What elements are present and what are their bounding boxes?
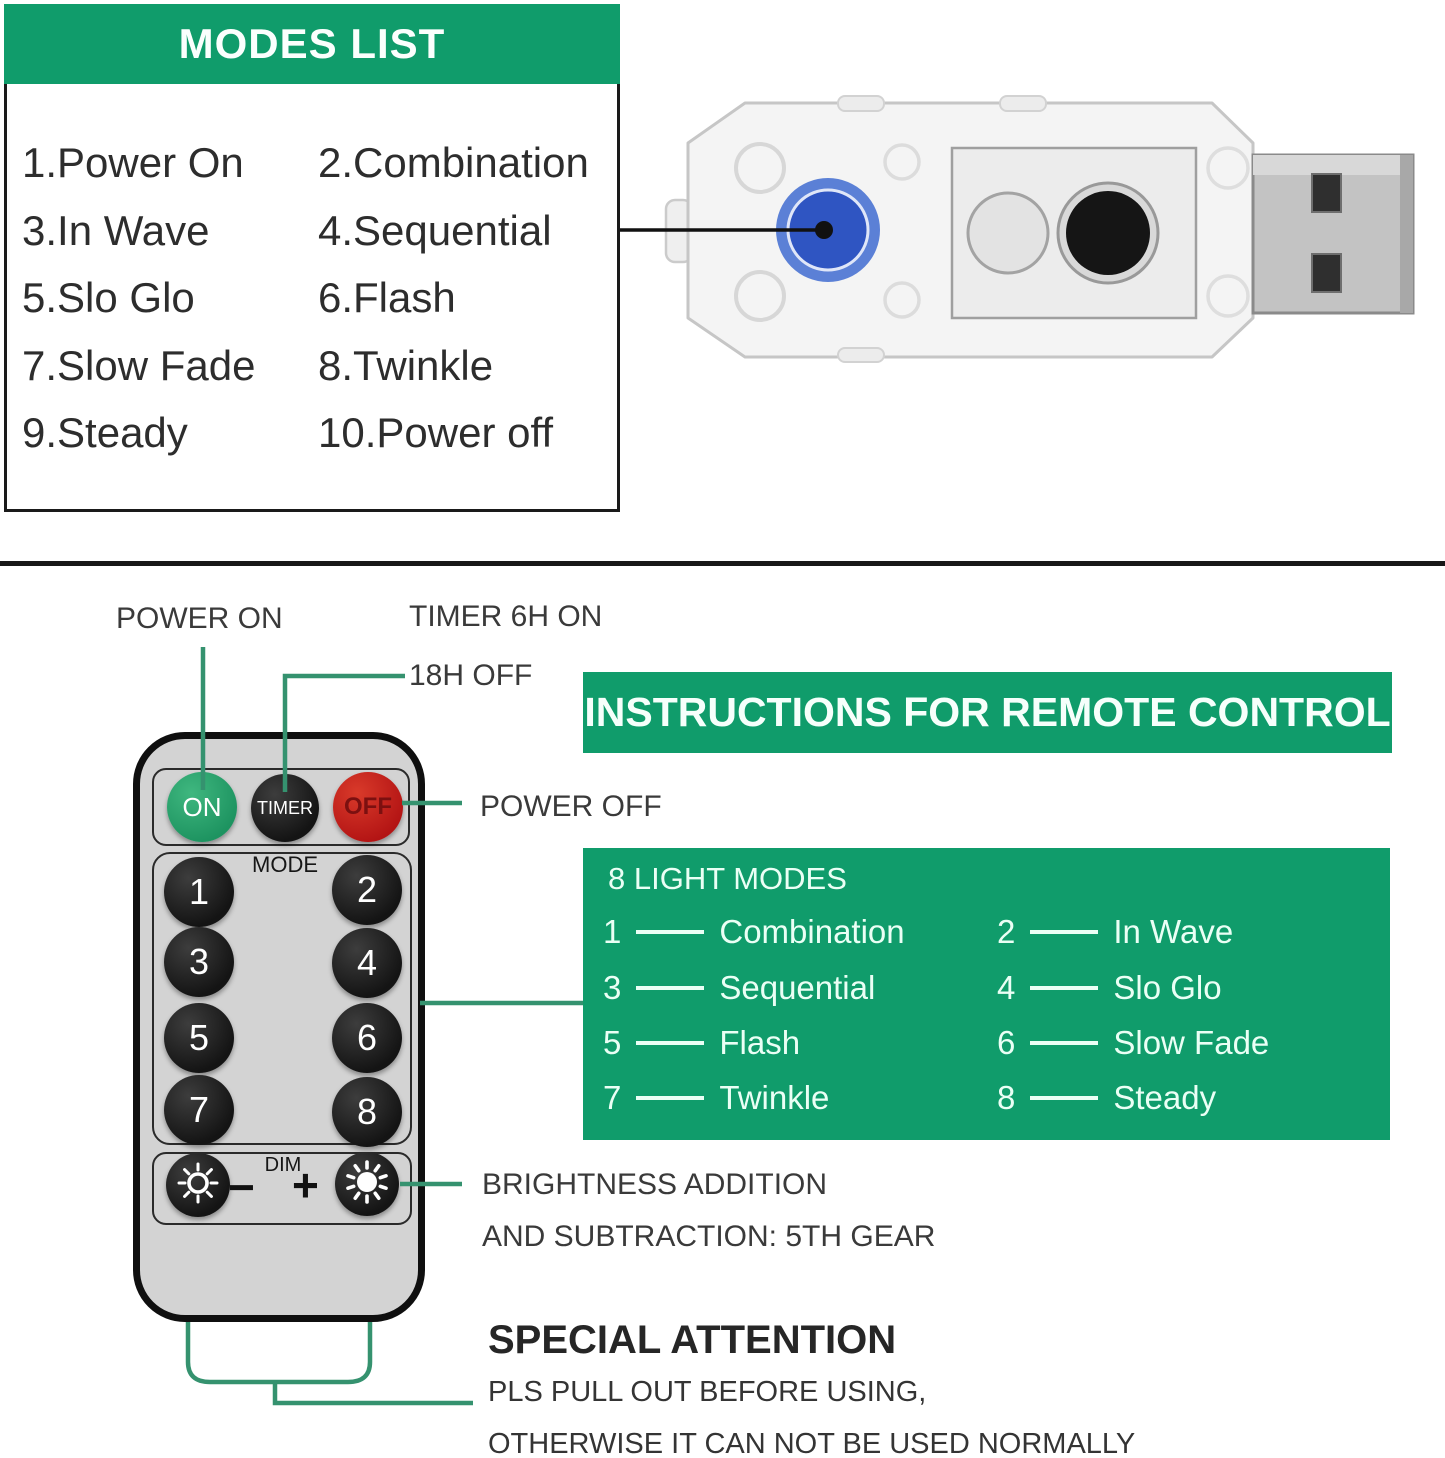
mode-button-6 (332, 1003, 402, 1073)
light-mode-label: Combination (719, 913, 905, 950)
light-mode-label: In Wave (1113, 913, 1234, 950)
mode-button-2 (332, 855, 402, 925)
dim-plus-sign: + (292, 1159, 319, 1211)
case-bump (838, 348, 884, 362)
callout-timer-on: TIMER 6H ON (409, 600, 603, 633)
screw-post (1208, 148, 1248, 188)
callout-brightness-1: BRIGHTNESS ADDITION (482, 1168, 828, 1201)
light-mode-label: Sequential (719, 969, 876, 1006)
mode-button-5-label: 5 (188, 1017, 210, 1058)
callout-power-on: POWER ON (116, 602, 283, 635)
light-mode-num: 7 (603, 1079, 622, 1116)
mode-item-2: 2.Combination (318, 139, 589, 186)
mode-item-6: 6.Flash (318, 274, 456, 321)
mode-button-4-label: 4 (356, 942, 378, 983)
screw-post (885, 283, 919, 317)
screw-post (1208, 276, 1248, 316)
microphone-ring (1058, 183, 1158, 283)
mode-item-4: 4.Sequential (318, 207, 552, 254)
on-button-label: ON (182, 791, 222, 822)
mode-item-3: 3.In Wave (22, 207, 210, 254)
special-attention-line-2: OTHERWISE IT CAN NOT BE USED NORMALLY (488, 1428, 1136, 1458)
dash-line (1030, 986, 1098, 990)
mode-button-1-label: 1 (188, 871, 210, 912)
off-button-label: OFF (344, 793, 392, 820)
screw-post (736, 144, 784, 192)
microphone-icon (1066, 191, 1150, 275)
timer-button (251, 774, 319, 842)
brightness-down-button (166, 1153, 230, 1217)
pcb-plate (952, 148, 1196, 318)
light-modes-title: 8 LIGHT MODES (608, 861, 847, 896)
mode-item-5: 5.Slo Glo (22, 274, 195, 321)
case-bump (838, 96, 884, 111)
light-mode-label: Steady (1113, 1079, 1217, 1116)
dash-line (636, 986, 704, 990)
mode-button-7 (164, 1075, 234, 1145)
usb-contact-slot (1312, 254, 1341, 292)
off-button (333, 772, 403, 842)
usb-contact-slot (1312, 174, 1341, 212)
mode-button-3 (164, 927, 234, 997)
callout-brightness-2: AND SUBTRACTION: 5TH GEAR (482, 1220, 936, 1253)
pointer-dot (815, 221, 833, 239)
light-mode-row-5 (603, 1024, 800, 1062)
dash-line (636, 1041, 704, 1045)
instructions-banner (583, 672, 1392, 753)
modes-list-header (4, 4, 620, 84)
light-mode-label: Twinkle (719, 1079, 830, 1116)
light-mode-row-4 (997, 969, 1222, 1007)
light-mode-num: 3 (603, 969, 622, 1006)
usb-controller-photo (620, 96, 1413, 362)
mode-button-4 (332, 928, 402, 998)
light-mode-num: 8 (997, 1079, 1016, 1116)
sun-bright-icon (345, 1160, 389, 1209)
light-mode-row-2 (997, 913, 1233, 951)
case-bump (1000, 96, 1046, 111)
mode-item-9: 9.Steady (22, 409, 188, 456)
mode-button-8-label: 8 (356, 1091, 378, 1132)
mode-button-3-label: 3 (188, 941, 210, 982)
dash-line (1030, 930, 1098, 934)
dash-line (1030, 1041, 1098, 1045)
light-mode-num: 1 (603, 913, 622, 950)
speaker-hole (968, 193, 1048, 273)
blue-button-outer (776, 178, 880, 282)
cable-nub (666, 200, 692, 262)
light-mode-row-6 (997, 1024, 1269, 1062)
mode-button-8 (332, 1077, 402, 1147)
callout-timer-off: 18H OFF (409, 659, 533, 692)
mode-button-7-label: 7 (188, 1089, 210, 1130)
screw-post (885, 145, 919, 179)
dash-line (1030, 1096, 1098, 1100)
dash-line (636, 1096, 704, 1100)
light-mode-label: Flash (719, 1024, 801, 1061)
special-attention-line-1: PLS PULL OUT BEFORE USING, (488, 1376, 927, 1408)
screw-post (736, 272, 784, 320)
bracket-remote-bottom (188, 1322, 370, 1382)
modes-list-title: MODES LIST (178, 20, 446, 67)
section-divider (0, 561, 1445, 566)
dash-line (636, 930, 704, 934)
usb-controller-body (688, 103, 1253, 357)
dim-minus-sign: − (228, 1161, 255, 1213)
mode-item-1: 1.Power On (22, 139, 244, 186)
usb-plug-edge (1400, 155, 1413, 313)
brightness-up-button (335, 1152, 399, 1216)
mode-button-6-label: 6 (356, 1017, 378, 1058)
mode-section-label: MODE (252, 852, 318, 877)
mode-item-8: 8.Twinkle (318, 342, 494, 389)
light-mode-num: 4 (997, 969, 1016, 1006)
light-mode-row-1 (603, 913, 905, 951)
line-special-attention (275, 1382, 473, 1403)
callout-power-off: POWER OFF (480, 790, 662, 823)
instructions-banner-text: INSTRUCTIONS FOR REMOTE CONTROL (584, 689, 1391, 735)
light-mode-row-3 (603, 969, 875, 1007)
blue-button-inner (788, 190, 868, 270)
special-attention-title: SPECIAL ATTENTION (488, 1318, 897, 1362)
usb-plug (1253, 155, 1413, 313)
dim-section-label: DIM (264, 1154, 302, 1176)
on-button (167, 772, 237, 842)
mode-item-10: 10.Power off (318, 409, 554, 456)
light-mode-label: Slo Glo (1113, 969, 1222, 1006)
mode-button-5 (164, 1003, 234, 1073)
timer-button-label: TIMER (257, 797, 313, 818)
mode-button-2-label: 2 (356, 869, 378, 910)
light-mode-row-7 (603, 1079, 829, 1117)
light-mode-num: 5 (603, 1024, 622, 1061)
light-mode-num: 6 (997, 1024, 1016, 1061)
light-mode-label: Slow Fade (1113, 1024, 1270, 1061)
mode-button-1 (164, 857, 234, 927)
usb-plug-highlight (1253, 155, 1413, 175)
light-mode-num: 2 (997, 913, 1016, 950)
sun-dim-icon (176, 1161, 220, 1210)
light-mode-row-8 (997, 1079, 1216, 1117)
mode-item-7: 7.Slow Fade (22, 342, 256, 389)
